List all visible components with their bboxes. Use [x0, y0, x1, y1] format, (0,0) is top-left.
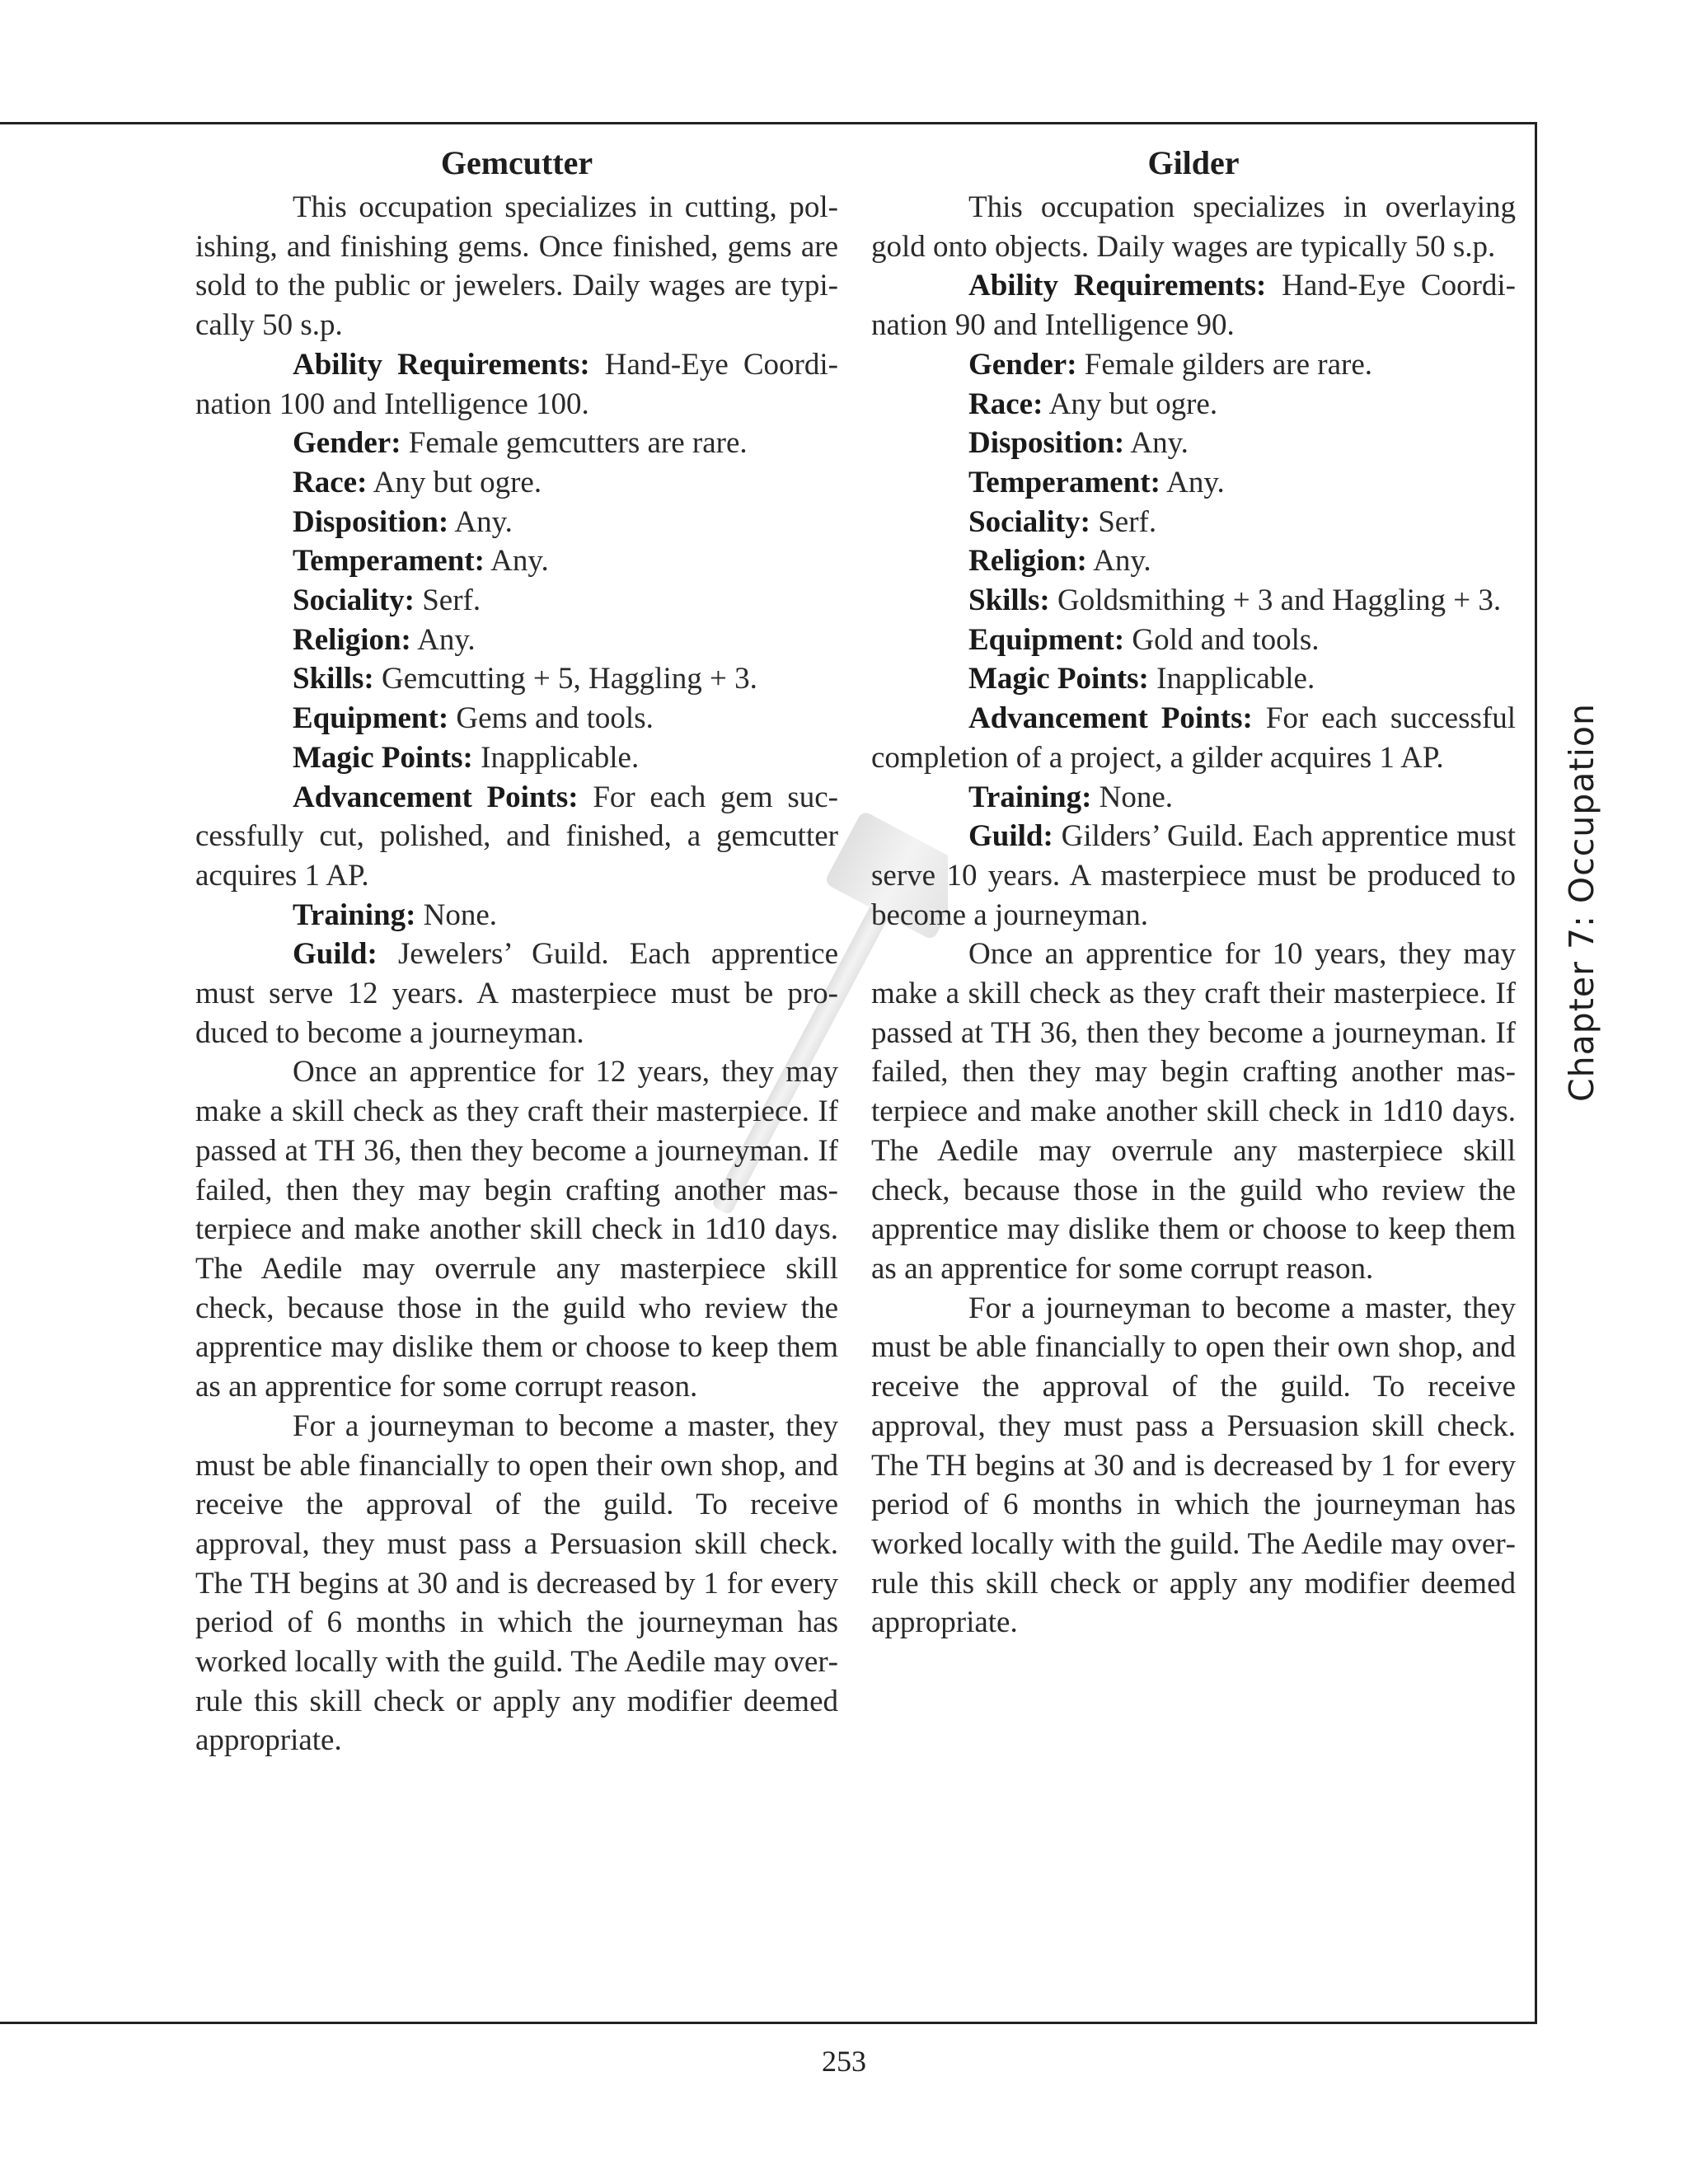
paragraph-text: For each gem successfully cut, polished, and finished, a gemcutter acquires 1 AP.: [195, 780, 838, 893]
paragraph-text: Any but ogre.: [1043, 387, 1218, 421]
paragraph: [871, 778, 1516, 818]
chapter-label-text: Chapter 7: Occupation: [1562, 703, 1601, 1102]
field-label: Race:: [293, 465, 368, 499]
paragraph-text: Inapplicable.: [1148, 662, 1315, 696]
paragraph-text: Gems and tools.: [448, 701, 654, 736]
paragraph-text: None.: [1091, 780, 1174, 814]
paragraph: [871, 935, 1516, 1288]
paragraph-text: Any.: [484, 544, 549, 579]
paragraph-text: Goldsmithing + 3 and Haggling + 3.: [1049, 583, 1502, 618]
field-label: Race:: [968, 387, 1043, 421]
paragraph-text: None.: [415, 898, 498, 932]
paragraph: [871, 424, 1516, 463]
field-label: Temperament:: [968, 465, 1160, 499]
field-label: Disposition:: [293, 504, 449, 539]
paragraph: [871, 659, 1516, 699]
paragraph-text: For a journeyman to become a master, they must be able financially to open their own shop, and receive the approval of the guild. To receive approval, they must pass a Persuasion skill check. The TH begins at 30 and is decreased by 1 for every period of 6 months in which the journeyman has worked locally with the guild. The Aedile may overrule this skill check or apply any modifier deemed appropriate.: [871, 1291, 1516, 1640]
paragraph-text: Once an apprentice for 12 years, they may make a skill check as they craft their masterpiece. If passed at TH 36, then they become a journeyman. If failed, then they may begin crafting another masterpiece and make another skill check in 1d10 days. The Aedile may overrule any masterpiece skill check, because those in the guild who review the apprentice may dislike them or choose to keep them as an apprentice for some corrupt reason.: [195, 1055, 838, 1404]
paragraph: [195, 738, 838, 778]
field-label: Gender:: [968, 347, 1077, 382]
paragraph: [195, 896, 838, 935]
paragraph-text: Any.: [448, 504, 513, 539]
paragraph-text: Any.: [1160, 465, 1225, 499]
paragraph: [195, 935, 838, 1052]
paragraph-text: Gold and tools.: [1124, 622, 1320, 657]
section-title-gilder: Gilder: [1147, 144, 1240, 181]
paragraph-text: Any.: [410, 622, 476, 657]
paragraph: [871, 541, 1516, 581]
paragraph: [195, 581, 838, 621]
paragraph-text: Hand-Eye Coordination 90 and Intelligence 90.: [871, 269, 1516, 343]
paragraph: [871, 621, 1516, 660]
paragraph-text: Any but ogre.: [367, 465, 542, 499]
paragraph-text: Any.: [1086, 544, 1151, 579]
paragraph-text: Inapplicable.: [472, 740, 640, 775]
paragraph: [195, 778, 838, 896]
paragraph-text: Serf.: [1090, 504, 1157, 539]
paragraph: [871, 817, 1516, 935]
paragraph-text: Jewelers’ Guild. Each apprentice must serve 12 years. A masterpiece must be produced to become a journeyman.: [195, 937, 838, 1050]
paragraph: [871, 1289, 1516, 1643]
paragraph: [195, 503, 838, 542]
field-label: Gender:: [293, 426, 401, 461]
field-label: Skills:: [293, 662, 374, 696]
paragraph: [871, 345, 1516, 385]
field-label: Guild:: [293, 937, 377, 972]
field-label: Training:: [968, 780, 1092, 814]
paragraph-text: Once an apprentice for 10 years, they may make a skill check as they craft their masterpiece. If passed at TH 36, then they become a journeyman. If failed, then they may begin crafting another masterpiece and make another skill check in 1d10 days. The Aedile may overrule any masterpiece skill check, because those in the guild who review the apprentice may dislike them or choose to keep them as an apprentice for some corrupt reason.: [871, 937, 1516, 1286]
section-title-gemcutter: Gemcutter: [440, 144, 593, 181]
paragraph-text: Any.: [1124, 426, 1189, 461]
field-label: Religion:: [293, 622, 411, 657]
paragraph: [871, 581, 1516, 621]
paragraph: [195, 699, 838, 738]
paragraph: [871, 188, 1516, 266]
paragraph: [195, 424, 838, 463]
paragraph-text: Gilders’ Guild. Each apprentice must serve 10 years. A masterpiece must be produced to become a journeyman.: [871, 819, 1516, 932]
page-number: 253: [822, 2045, 866, 2078]
paragraph-text: Female gilders are rare.: [1076, 347, 1373, 382]
field-label: Skills:: [968, 583, 1050, 618]
field-label: Religion:: [968, 544, 1087, 579]
field-label: Magic Points:: [293, 740, 473, 775]
paragraph: [195, 1407, 838, 1760]
field-label: Advancement Points:: [293, 780, 579, 814]
paragraph: [195, 541, 838, 581]
field-label: Disposition:: [968, 426, 1125, 461]
field-label: Ability Requirements:: [968, 269, 1267, 303]
column-gilder: [871, 140, 1516, 1643]
field-label: Equipment:: [293, 701, 449, 736]
column-gemcutter: [195, 140, 838, 1760]
field-label: Sociality:: [293, 583, 415, 618]
paragraph: [195, 659, 838, 699]
field-label: Equipment:: [968, 622, 1125, 657]
paragraph: [871, 699, 1516, 777]
paragraph-text: Gemcutting + 5, Haggling + 3.: [373, 662, 757, 696]
paragraph: [195, 1052, 838, 1406]
field-label: Training:: [293, 898, 416, 932]
field-label: Advancement Points:: [968, 701, 1253, 736]
paragraph: [195, 463, 838, 503]
gemcutter-body: [195, 188, 838, 1760]
field-label: Temperament:: [293, 544, 485, 579]
paragraph-text: For each successful completion of a project, a gilder acquires 1 AP.: [871, 701, 1516, 775]
paragraph: [871, 503, 1516, 542]
paragraph: [195, 345, 838, 424]
paragraph-text: Serf.: [414, 583, 481, 618]
field-label: Ability Requirements:: [293, 347, 590, 382]
paragraph: [871, 385, 1516, 424]
paragraph-text: For a journeyman to become a master, they must be able financially to open their own shop, and receive the approval of the guild. To receive approval, they must pass a Persuasion skill check. The TH begins at 30 and is decreased by 1 for every period of 6 months in which the journeyman has worked locally with the guild. The Aedile may overrule this skill check or apply any modifier deemed appropriate.: [195, 1408, 838, 1758]
field-label: Guild:: [968, 819, 1053, 854]
paragraph: [871, 463, 1516, 503]
paragraph: [195, 188, 838, 345]
paragraph-text: Female gemcutters are rare.: [401, 426, 748, 461]
field-label: Magic Points:: [968, 662, 1149, 696]
field-label: Sociality:: [968, 504, 1090, 539]
gilder-body: [871, 188, 1516, 1643]
paragraph: [871, 266, 1516, 344]
paragraph-text: Hand-Eye Coordination 100 and Intelligence 100.: [195, 347, 838, 421]
paragraph: [195, 621, 838, 660]
paragraph-text: This occupation specializes in overlaying gold onto objects. Daily wages are typically 50 s.p.: [871, 190, 1516, 264]
paragraph-text: This occupation specializes in cutting, polishing, and finishing gems. Once finished, gems are sold to the public or jewelers. Daily wages are typically 50 s.p.: [195, 190, 838, 343]
